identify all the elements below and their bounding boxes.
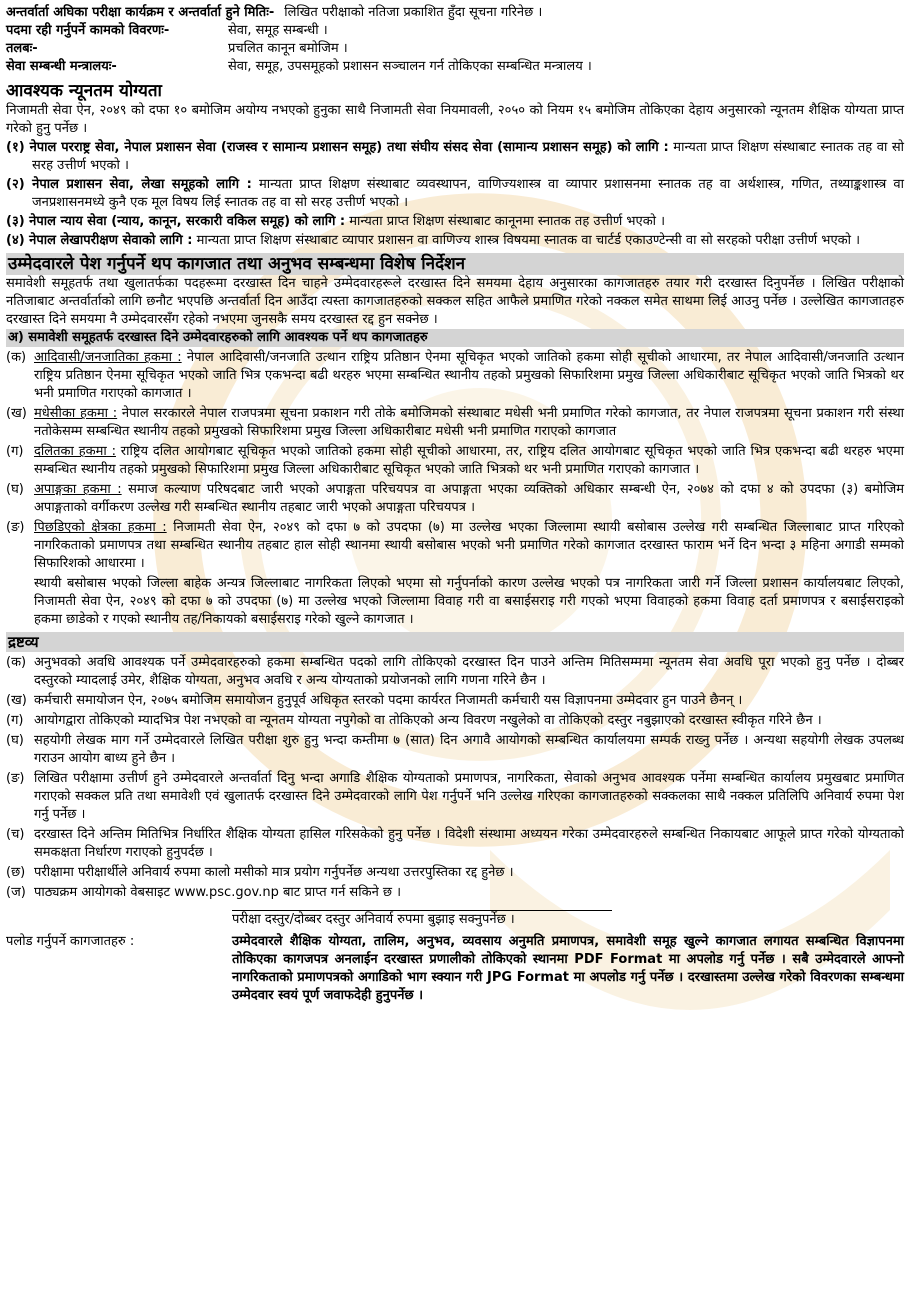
notes-heading: द्रष्टव्य [6, 632, 904, 652]
interview-value: लिखित परीक्षाको नतिजा प्रकाशित हुँदा सूचना गरिनेछ । [284, 5, 543, 20]
note-item [6, 884, 904, 902]
note-item [6, 654, 904, 690]
upload-text: उम्मेदवारले शैक्षिक योग्यता, तालिम, अनुभव, व्यवसाय अनुमति प्रमाणपत्र, समावेशी समूह खुल्ने कागजात लगायत सम्बन्धित विज्ञापनमा तोकिएका कागजपत्र अनलाईन दरखास्त प्रणालीको तोकिएको स्थानमा PDF Format मा अपलोड गर्नु पर्नेछ । सबै उम्मेदवारले आफ्नो नागरिकताको प्रमाणपत्रको अगाडिको भाग स्क्यान गरी JPG Format मा अपलोड गर्नु पर्नेछ । दरखास्तमा उल्लेख गरेको विवरणका सम्बन्धमा उम्मेदवार स्वयं पूर्ण जवाफदेही हुनुपर्नेछ । [232, 934, 904, 1003]
note-item [6, 770, 904, 824]
item-marker: (छ) [6, 865, 26, 880]
document-extra-text: स्थायी बसोबास भएको जिल्ला बाहेक अन्यत्र जिल्लाबाट नागरिकता लिएको भएमा सो गर्नुपर्नाको कारण उल्लेख भएको पत्र नागरिकता जारी गर्ने जिल्ला प्रशासन कार्यालयबाट लिएको, निजामती सेवा ऐन, २०४९ को दफा ७ को उपदफा (७) मा उल्लेख भएको जिल्लामा विवाह गरी वा बसाईसराइ गरी गएको भएमा विवाहको हकमा विवाह दर्ता प्रमाणपत्र र बसाईसराइको हकमा छाडेको र गएको स्थानीय तह/निकायको बसाईसराइ गरेको खुल्ने कागजात । [34, 576, 904, 627]
note-item [6, 864, 904, 882]
upload-label: पलोड गर्नुपर्ने कागजातहरु : [6, 934, 135, 949]
item-marker: (क) [6, 350, 27, 365]
qualification-item-text: मान्यता प्राप्त शिक्षण संस्थाबाट कानूनमा स्नातक तह उत्तीर्ण भएको । [349, 214, 666, 229]
item-marker: (ख) [6, 406, 27, 421]
note-text: दरखास्त दिने अन्तिम मितिभित्र निर्धारित शैक्षिक योग्यता हासिल गरिसकेको हुनु पर्नेछ । विदेशी संस्थामा अध्ययन गरेका उम्मेदवारहरुले सम्बन्धित निकायबाट आफूले प्राप्त गरेको योग्यताको समकक्षता निर्धारण गराएको हुनुपर्दछ । [34, 827, 904, 860]
document-item-text: राष्ट्रिय दलित आयोगबाट सूचिकृत भएको जातिको हकमा सोही सूचीको आधारमा, तर, राष्ट्रिय दलित आयोगबाट सूचिकृत भएको जाति भित्र एकभन्दा बढी थरहरु भएमा सम्बन्धित स्थानीय तहको प्रमुखको सिफारिशमा प्रमुख जिल्ला अधिकारीबाट सूचिकृत भएको जाति भित्रको थर भनी प्रमाणित गराएको कागजात । [34, 444, 904, 477]
item-marker: (च) [6, 827, 25, 842]
qualification-item-text: मान्यता प्राप्त शिक्षण संस्थाबाट स्नातक तह वा सो सरह उत्तीर्ण भएको । [32, 140, 904, 173]
qualification-item-head: (३) नेपाल न्याय सेवा (न्याय, कानून, सरकारी वकिल समूह) को लागि : [6, 214, 346, 229]
item-marker: (ख) [6, 693, 27, 708]
interview-row [6, 4, 904, 22]
document-item-label: मधेसीका हकमा : [34, 406, 118, 421]
post-row [6, 22, 904, 40]
qualification-item-head: (२) नेपाल प्रशासन सेवा, लेखा समूहको लागि : [6, 177, 252, 192]
document-item-text: नेपाल आदिवासी/जनजाति उत्थान राष्ट्रिय प्रतिष्ठान ऐनमा सूचिकृत भएको जातिको हकमा सोही सूचीको आधारमा, तर नेपाल आदिवासी/जनजाति उत्थान राष्ट्रिय प्रतिष्ठान ऐनमा सूचिकृत भएको जाति भित्र एकभन्दा बढी थरहरु भएमा सम्बन्धित स्थानीय तहको प्रमुखको सिफारिशमा प्रमुख जिल्ला अधिकारीबाट सूचिकृत भएको जाति भित्रको थर भनी प्रमाणित गराएको कागजात । [34, 350, 904, 401]
post-value: सेवा, समूह सम्बन्धी । [228, 23, 328, 38]
note-text: आयोगद्वारा तोकिएको म्यादभित्र पेश नभएको वा न्यूनतम योग्यता नपुगेको वा तोकिएको अन्य विवरण नखुलेको वा तोकिएको दस्तुर नबुझाएको दरखास्त स्वीकृत गरिने छैन । [34, 713, 822, 728]
note-item [6, 692, 904, 710]
note-text: लिखित परीक्षामा उत्तीर्ण हुने उम्मेदवारले अन्तर्वार्ता दिनु भन्दा अगाडि शैक्षिक योग्यताको प्रमाणपत्र, नागरिकता, सेवाको अनुभव आवश्यक पर्नेमा सम्बन्धित कार्यालय प्रमुखबाट प्रमाणित गराएको सक्कल प्रति तथा समावेशी एवं खुलातर्फ दरखास्त दिने उम्मेदवारको लागि पेश गर्नुपर्ने भनि उल्लेख गरिएका कागजातहरुको सक्कलका साथै नक्कल प्रतिलिपि अनिवार्य रुपमा पेश गर्नु पर्नेछ । [34, 771, 904, 822]
qualification-item [6, 213, 904, 231]
salary-value: प्रचलित कानून बमोजिम । [228, 41, 348, 56]
document-item [6, 405, 904, 441]
post-label: पदमा रही गर्नुपर्ने कामको विवरणः- [6, 23, 170, 38]
item-marker: (ज) [6, 885, 26, 900]
upload-section [6, 933, 904, 1005]
document-item-text: निजामती सेवा ऐन, २०४९ को दफा ७ को उपदफा (७) मा उल्लेख भएका जिल्लामा स्थायी बसोबास उल्लेख गरी सम्बन्धित जिल्लाबाट प्राप्त गरिएको नागरिकताको प्रमाणपत्र तथा सम्बन्धित स्थानीय तहबाट हाल सोही स्थानमा स्थायी बसोबास भएको भनी प्रमाणित गरेको कागजात दरखास्त फाराम भर्ने दिन भन्दा ३ महिना अगाडी सम्मको सिफारिशको आधारमा । [34, 520, 904, 571]
inclusive-docs-subheading: अ) समावेशी समूहतर्फ दरखास्त दिने उम्मेदवारहरुको लागि आवश्यक पर्ने थप कागजातहरु [6, 329, 904, 347]
note-item [6, 712, 904, 730]
salary-label: तलबः- [6, 41, 38, 56]
documents-heading: उम्मेदवारले पेश गर्नुपर्ने थप कागजात तथा अनुभव सम्बन्धमा विशेष निर्देशन [6, 253, 904, 275]
item-marker: (ग) [6, 713, 24, 728]
qualification-item [6, 176, 904, 212]
item-marker: (घ) [6, 733, 24, 748]
note-text: पाठ्यक्रम आयोगको वेबसाइट www.psc.gov.np बाट प्राप्त गर्न सकिने छ । [34, 885, 402, 900]
note-item [6, 732, 904, 768]
note-item [6, 826, 904, 862]
note-text: अनुभवको अवधि आवश्यक पर्ने उम्मेदवारहरुको हकमा सम्बन्धित पदको लागि तोकिएको दरखास्त दिन पाउने अन्तिम मितिसम्ममा न्यूनतम सेवा अवधि पूरा भएको हुनु पर्नेछ । दोब्बर दस्तुरको म्यादलाई उमेर, शैक्षिक योग्यता, अनुभव अवधि र अन्य योग्यताको प्रयोजनको लागि गणना गरिने छैन । [34, 655, 904, 688]
document-item-label: आदिवासी/जनजातिका हकमा : [34, 350, 182, 365]
document-item-label: दलितका हकमा : [34, 444, 116, 459]
item-marker: (ङ) [6, 771, 25, 786]
document-item [6, 481, 904, 517]
document-extra [6, 575, 904, 629]
note-text: सहयोगी लेखक माग गर्ने उम्मेदवारले लिखित परीक्षा शुरु हुनु भन्दा कम्तीमा ७ (सात) दिन अगावै आयोगको सम्बन्धित कार्यालयमा सम्पर्क राख्नु पर्नेछ । अन्यथा सहयोगी लेखक उपलब्ध गराउन आयोग बाध्य हुने छैन । [34, 733, 904, 766]
note-text: परीक्षामा परीक्षार्थीले अनिवार्य रुपमा कालो मसीको मात्र प्रयोग गर्नुपर्नेछ अन्यथा उत्तरपुस्तिका रद्द हुनेछ । [34, 865, 514, 880]
qualification-item-text: मान्यता प्राप्त शिक्षण संस्थाबाट व्यवस्थापन, वाणिज्यशास्त्र वा व्यापार प्रशासनमा स्नातक तह वा अर्थशास्त्र, गणित, तथ्याङ्कशास्त्र वा जनप्रशासनमध्ये कुनै एक मूल विषय लिई स्नातक तह वा सो सरह उत्तीर्ण भएको । [32, 177, 904, 210]
document-item [6, 519, 904, 573]
note-text: कर्मचारी समायोजन ऐन, २०७५ बमोजिम समायोजन हुनुपूर्व अधिकृत स्तरको पदमा कार्यरत निजामती कर्मचारी यस विज्ञापनमा उम्मेदवार हुन पाउने छैनन् । [34, 693, 743, 708]
qualification-intro: निजामती सेवा ऐन, २०४९ को दफा १० बमोजिम अयोग्य नभएको हुनुका साथै निजामती सेवा नियमावली, २०५० को नियम १५ बमोजिम तोकिएका देहाय अनुसारको न्यूनतम शैक्षिक योग्यता प्राप्त गरेको हुनु पर्नेछ । [6, 103, 904, 136]
document-item [6, 349, 904, 403]
ministry-label: सेवा सम्बन्धी मन्त्रालयः- [6, 59, 117, 74]
document-item-label: पिछडिएको क्षेत्रका हकमा : [34, 520, 167, 535]
ministry-row [6, 58, 904, 76]
item-marker: (घ) [6, 482, 24, 497]
qualification-item-text: मान्यता प्राप्त शिक्षण संस्थाबाट व्यापार प्रशासन वा वाणिज्य शास्त्र विषयमा स्नातक वा चार्टर्ड एकाउण्टेन्सी वा सो सरहको परीक्षा उत्तीर्ण भएको । [196, 233, 861, 248]
qualification-item [6, 232, 904, 250]
qualification-item [6, 139, 904, 175]
fee-note: परीक्षा दस्तुर/दोब्बर दस्तुर अनिवार्य रुपमा बुझाइ सक्नुपर्नेछ । [232, 912, 515, 927]
document-item-text: समाज कल्याण परिषदबाट जारी भएको अपाङ्गता परिचयपत्र वा अपाङ्गता भएका व्यक्तिको अधिकार सम्बन्धी ऐन, २०७४ को दफा ४ को उपदफा (३) बमोजिम अपाङ्गताको वर्गीकरण उल्लेख गरी सम्बन्धित स्थानीय तहबाट जारी भएको अपाङ्गता परिचयपत्र । [34, 482, 904, 515]
document-item-text: नेपाल सरकारले नेपाल राजपत्रमा सूचना प्रकाशन गरी तोके बमोजिमको संस्थाबाट मधेसी भनी प्रमाणित गरेको कागजात, तर नेपाल राजपत्रमा सूचना प्रकाशन गरी संस्था नतोकेसम्म सम्बन्धित स्थानीय तहको प्रमुखको सिफारिशमा प्रमुख जिल्ला अधिकारीबाट मधेसी भनी प्रमाणित गराएको कागजात [34, 406, 904, 439]
salary-row [6, 40, 904, 58]
document-item-label: अपाङ्गका हकमा : [34, 482, 122, 497]
ministry-value: सेवा, समूह, उपसमूहको प्रशासन सञ्चालन गर्न तोकिएका सम्बन्धित मन्त्रालय । [228, 59, 592, 74]
item-marker: (ङ) [6, 520, 25, 535]
qualification-item-head: (४) नेपाल लेखापरीक्षण सेवाको लागि : [6, 233, 193, 248]
interview-label: अन्तर्वार्ता अघिका परीक्षा कार्यक्रम र अन्तर्वार्ता हुने मितिः- [6, 5, 275, 20]
item-marker: (ग) [6, 444, 24, 459]
qualification-item-head: (१) नेपाल परराष्ट्र सेवा, नेपाल प्रशासन सेवा (राजस्व र सामान्य प्रशासन समूह) तथा संघीय संसद सेवा (सामान्य प्रशासन समूह) को लागि : [6, 140, 669, 155]
qualification-heading: आवश्यक न्यूनतम योग्यता [6, 81, 162, 101]
documents-intro: समावेशी समूहतर्फ तथा खुलातर्फका पदहरूमा दरखास्त दिन चाहने उम्मेदवारहरूले दरखास्त दिने समयमा देहाय अनुसारका कागजातहरु तयार गरी दरखास्त दिनुपर्नेछ । लिखित परीक्षाको नतिजाबाट अन्तर्वार्ताको लागि छनौट भएपछि अन्तर्वार्ता दिन आउँदा त्यस्ता कागजातहरुको सक्कल सहित आफैले प्रमाणित गरेको नक्कल समेत साथमा लिई आउनु पर्नेछ । उल्लेखित कागजातहरु दरखास्त दिने समयमा नै उम्मेदवारसँग रहेको नभएमा जुनसकै समय दरखास्त रद्द हुन सक्नेछ । [6, 276, 904, 327]
item-marker: (क) [6, 655, 27, 670]
document-item [6, 443, 904, 479]
